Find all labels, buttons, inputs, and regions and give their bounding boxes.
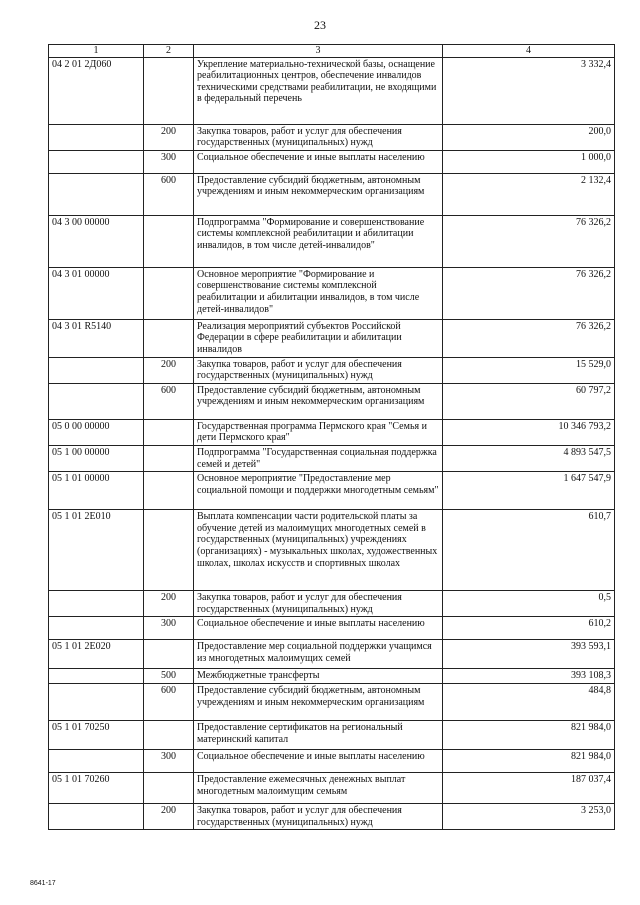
code-cell: [49, 124, 144, 150]
code-cell: 05 1 01 2Е010: [49, 510, 144, 591]
name-cell: Государственная программа Пермского края "Семья и дети Пермского края": [194, 419, 443, 445]
amount-cell: 1 647 547,9: [443, 472, 615, 510]
code-cell: 05 1 01 70250: [49, 720, 144, 749]
amount-cell: 3 253,0: [443, 803, 615, 829]
kvr-cell: 200: [144, 803, 194, 829]
name-cell: Межбюджетные трансферты: [194, 669, 443, 684]
header-col-2: 2: [144, 45, 194, 58]
table-row: [49, 772, 615, 803]
code-cell: 04 2 01 2Д060: [49, 57, 144, 124]
name-cell: Социальное обеспечение и иные выплаты населению: [194, 150, 443, 173]
code-cell: 05 1 01 2Е020: [49, 640, 144, 669]
table-row: [49, 357, 615, 383]
amount-cell: 393 593,1: [443, 640, 615, 669]
table-row: [49, 803, 615, 829]
code-cell: 05 1 01 70260: [49, 772, 144, 803]
amount-cell: 821 984,0: [443, 720, 615, 749]
name-cell: Выплата компенсации части родительской платы за обучение детей из малоимущих многодетных семей в государственных (муниципальных) учреждениях (организациях) - музыкальных школах, художественных школах, школах искусств и спортивных школах: [194, 510, 443, 591]
code-cell: [49, 173, 144, 215]
code-cell: [49, 150, 144, 173]
kvr-cell: [144, 319, 194, 357]
name-cell: Предоставление субсидий бюджетным, автономным учреждениям и иным некоммерческим организациям: [194, 683, 443, 720]
name-cell: Предоставление мер социальной поддержки учащимся из многодетных малоимущих семей: [194, 640, 443, 669]
code-cell: [49, 669, 144, 684]
table-row: [49, 150, 615, 173]
table-header: [49, 45, 615, 58]
name-cell: Подпрограмма "Формирование и совершенствование системы комплексной реабилитации и абилитации инвалидов, в том числе детей-инвалидов": [194, 215, 443, 267]
amount-cell: 1 000,0: [443, 150, 615, 173]
code-cell: [49, 383, 144, 419]
code-cell: [49, 683, 144, 720]
code-cell: 04 3 00 00000: [49, 215, 144, 267]
header-col-4: 4: [443, 45, 615, 58]
table-row: [49, 173, 615, 215]
table-row: [49, 617, 615, 640]
name-cell: Социальное обеспечение и иные выплаты населению: [194, 617, 443, 640]
code-cell: 05 0 00 00000: [49, 419, 144, 445]
amount-cell: 76 326,2: [443, 215, 615, 267]
name-cell: Предоставление сертификатов на региональный материнский капитал: [194, 720, 443, 749]
table-row: [49, 669, 615, 684]
amount-cell: 821 984,0: [443, 749, 615, 772]
table-row: [49, 749, 615, 772]
amount-cell: 393 108,3: [443, 669, 615, 684]
amount-cell: 3 332,4: [443, 57, 615, 124]
name-cell: Подпрограмма "Государственная социальная поддержка семей и детей": [194, 445, 443, 471]
code-cell: [49, 357, 144, 383]
name-cell: Реализация мероприятий субъектов Российской Федерации в сфере реабилитации и абилитации инвалидов: [194, 319, 443, 357]
kvr-cell: [144, 720, 194, 749]
amount-cell: 76 326,2: [443, 267, 615, 319]
amount-cell: 4 893 547,5: [443, 445, 615, 471]
name-cell: Закупка товаров, работ и услуг для обеспечения государственных (муниципальных) нужд: [194, 124, 443, 150]
kvr-cell: 600: [144, 683, 194, 720]
name-cell: Закупка товаров, работ и услуг для обеспечения государственных (муниципальных) нужд: [194, 803, 443, 829]
table-row: [49, 57, 615, 124]
budget-table: [48, 44, 615, 830]
amount-cell: 610,7: [443, 510, 615, 591]
header-col-1: 1: [49, 45, 144, 58]
table-row: [49, 510, 615, 591]
page-number: 23: [314, 18, 326, 32]
amount-cell: 76 326,2: [443, 319, 615, 357]
kvr-cell: 200: [144, 124, 194, 150]
amount-cell: 200,0: [443, 124, 615, 150]
kvr-cell: [144, 472, 194, 510]
table-row: [49, 720, 615, 749]
table-row: [49, 683, 615, 720]
code-cell: 05 1 00 00000: [49, 445, 144, 471]
kvr-cell: [144, 419, 194, 445]
table-row: [49, 215, 615, 267]
kvr-cell: [144, 445, 194, 471]
table-row: [49, 591, 615, 617]
kvr-cell: 300: [144, 617, 194, 640]
table-row: [49, 419, 615, 445]
name-cell: Основное мероприятие "Предоставление мер социальной помощи и поддержки многодетным семьям": [194, 472, 443, 510]
kvr-cell: [144, 215, 194, 267]
code-cell: 05 1 01 00000: [49, 472, 144, 510]
code-cell: [49, 749, 144, 772]
table-row: [49, 267, 615, 319]
kvr-cell: 200: [144, 357, 194, 383]
amount-cell: 60 797,2: [443, 383, 615, 419]
kvr-cell: 600: [144, 173, 194, 215]
name-cell: Предоставление субсидий бюджетным, автономным учреждениям и иным некоммерческим организациям: [194, 173, 443, 215]
amount-cell: 484,8: [443, 683, 615, 720]
kvr-cell: [144, 640, 194, 669]
amount-cell: 15 529,0: [443, 357, 615, 383]
table-row: [49, 472, 615, 510]
header-col-3: 3: [194, 45, 443, 58]
amount-cell: 610,2: [443, 617, 615, 640]
amount-cell: 2 132,4: [443, 173, 615, 215]
kvr-cell: [144, 267, 194, 319]
code-cell: 04 3 01 R5140: [49, 319, 144, 357]
kvr-cell: 600: [144, 383, 194, 419]
kvr-cell: [144, 510, 194, 591]
kvr-cell: [144, 772, 194, 803]
name-cell: Социальное обеспечение и иные выплаты населению: [194, 749, 443, 772]
name-cell: Предоставление субсидий бюджетным, автономным учреждениям и иным некоммерческим организациям: [194, 383, 443, 419]
kvr-cell: 200: [144, 591, 194, 617]
code-cell: [49, 591, 144, 617]
table-row: [49, 383, 615, 419]
amount-cell: 187 037,4: [443, 772, 615, 803]
name-cell: Укрепление материально-технической базы, оснащение реабилитационных центров, обеспечение инвалидов техническими средствами реабилитации, не входящими в федеральный перечень: [194, 57, 443, 124]
code-cell: [49, 617, 144, 640]
table-row: [49, 124, 615, 150]
table-body: [49, 57, 615, 830]
table-row: [49, 319, 615, 357]
kvr-cell: [144, 57, 194, 124]
code-cell: 04 3 01 00000: [49, 267, 144, 319]
name-cell: Закупка товаров, работ и услуг для обеспечения государственных (муниципальных) нужд: [194, 357, 443, 383]
kvr-cell: 300: [144, 150, 194, 173]
name-cell: Закупка товаров, работ и услуг для обеспечения государственных (муниципальных) нужд: [194, 591, 443, 617]
document-code: 8641-17: [30, 880, 56, 887]
code-cell: [49, 803, 144, 829]
table-row: [49, 640, 615, 669]
kvr-cell: 300: [144, 749, 194, 772]
name-cell: Предоставление ежемесячных денежных выплат многодетным малоимущим семьям: [194, 772, 443, 803]
table-row: [49, 445, 615, 471]
amount-cell: 10 346 793,2: [443, 419, 615, 445]
name-cell: Основное мероприятие "Формирование и совершенствование системы комплексной реабилитации и абилитации инвалидов, в том числе детей-инвалидов": [194, 267, 443, 319]
amount-cell: 0,5: [443, 591, 615, 617]
kvr-cell: 500: [144, 669, 194, 684]
